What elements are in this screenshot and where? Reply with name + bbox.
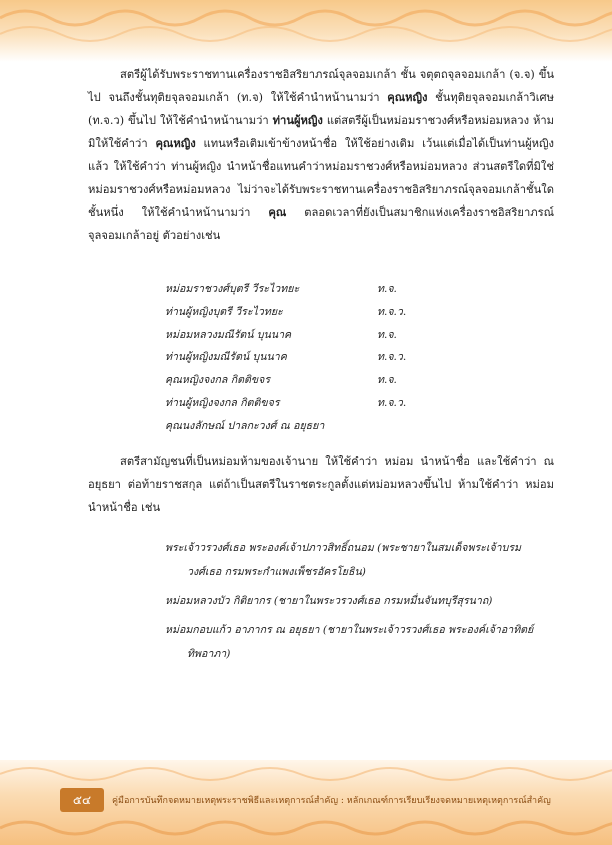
example-row: ท่านผู้หญิงจงกล กิตติขจร ท.จ.ว. bbox=[165, 396, 407, 409]
term-thanphuying: ท่านผู้หญิง bbox=[272, 113, 323, 127]
example-item: พระเจ้าวรวงศ์เธอ พระองค์เจ้าปภาวสิทธิ์ถนอม (พระชายาในสมเด็จพระเจ้าบรมวงศ์เธอ กรมพระกำแพงเพ็ชรอัครโยธิน) bbox=[165, 542, 521, 578]
example-row: คุณหญิงจงกล กิตติขจร ท.จ. bbox=[165, 374, 397, 387]
header-decoration bbox=[0, 0, 612, 62]
example-list-1 bbox=[165, 278, 465, 438]
example-row: ท่านผู้หญิงมณีรัตน์ บุนนาค ท.จ.ว. bbox=[165, 351, 407, 364]
term-khunying-2: คุณหญิง bbox=[155, 136, 196, 150]
example-item: หม่อมกอบแก้ว อาภากร ณ อยุธยา (ชายาในพระเจ้าวรวงศ์เธอ พระองค์เจ้าอาทิตย์ทิพอาภา) bbox=[165, 624, 534, 660]
paragraph-2: สตรีสามัญชนที่เป็นหม่อมห้ามของเจ้านาย ให้ใช้คำว่า หม่อม นำหน้าชื่อ และใช้คำว่า ณ อยุธยา ต่อท้ายราชสกุล แต่ถ้าเป็นสตรีในราชตระกูลตั้งแต่หม่อมหลวงขึ้นไป ห้ามใช้คำว่า หม่อม นำหน้าชื่อ เช่น bbox=[88, 455, 554, 514]
term-khunying: คุณหญิง bbox=[387, 90, 428, 104]
example-row: คุณนงลักษณ์ ปาลกะวงศ์ ณ อยุธยา bbox=[165, 419, 325, 432]
header-wave-pattern bbox=[0, 0, 612, 62]
footer-title: คู่มือการบันทึกจดหมายเหตุพระราชพิธีและเหตุการณ์สำคัญ : หลักเกณฑ์การเรียบเรียงจดหมายเหตุเหตุการณ์สำคัญ bbox=[112, 796, 551, 806]
example-row: ท่านผู้หญิงบุตรี วีระไวทยะ ท.จ.ว. bbox=[165, 305, 407, 318]
example-item: หม่อมหลวงบัว กิติยากร (ชายาในพระวรวงศ์เธอ กรมหมื่นจันทบุรีสุรนาถ) bbox=[165, 595, 493, 607]
example-row: หม่อมหลวงมณีรัตน์ บุนนาค ท.จ. bbox=[165, 328, 397, 341]
paragraph-1: สตรีผู้ได้รับพระราชทานเครื่องราชอิสริยาภรณ์จุลจอมเกล้า ชั้น จตุตถจุลจอมเกล้า (จ.จ) ขึ้นไป จนถึงชั้นทุติยจุลจอมเกล้า (ท.จ) ให้ใช้คำนำหน้านามว่า คุณหญิง ชั้นทุติยจุลจอมเกล้าวิเศษ (ท.จ.ว) ขึ้นไป ให้ใช้คำนำหน้านามว่า ท่านผู้หญิง แต่สตรีผู้เป็นหม่อมราชวงศ์หรือหม่อมหลวง ห้ามมิให้ใช้คำว่า คุณหญิง แทนหรือเติมเข้าข้างหน้าชื่อ ให้ใช้อย่างเดิม เว้นแต่เมื่อได้เป็นท่านผู้หญิงแล้ว ให้ใช้คำว่า ท่านผู้หญิง นำหน้าชื่อแทนคำว่าหม่อมราชวงศ์หรือหม่อมหลวง ส่วนสตรีใดที่มิใช่หม่อมราชวงศ์หรือหม่อมหลวง ไม่ว่าจะได้รับพระราชทานเครื่องราชอิสริยาภรณ์จุลจอมเกล้าชั้นใดชั้นหนึ่ง ให้ใช้คำนำหน้านามว่า คุณ ตลอดเวลาที่ยังเป็นสมาชิกแห่งเครื่องราชอิสริยาภรณ์จุลจอมเกล้าอยู่ ตัวอย่างเช่น bbox=[88, 68, 555, 242]
example-list-2 bbox=[165, 536, 535, 671]
page-number: ๕๔ bbox=[60, 788, 104, 812]
term-khun: คุณ bbox=[268, 205, 287, 219]
example-row: หม่อมราชวงศ์บุตรี วีระไวทยะ ท.จ. bbox=[165, 283, 397, 295]
